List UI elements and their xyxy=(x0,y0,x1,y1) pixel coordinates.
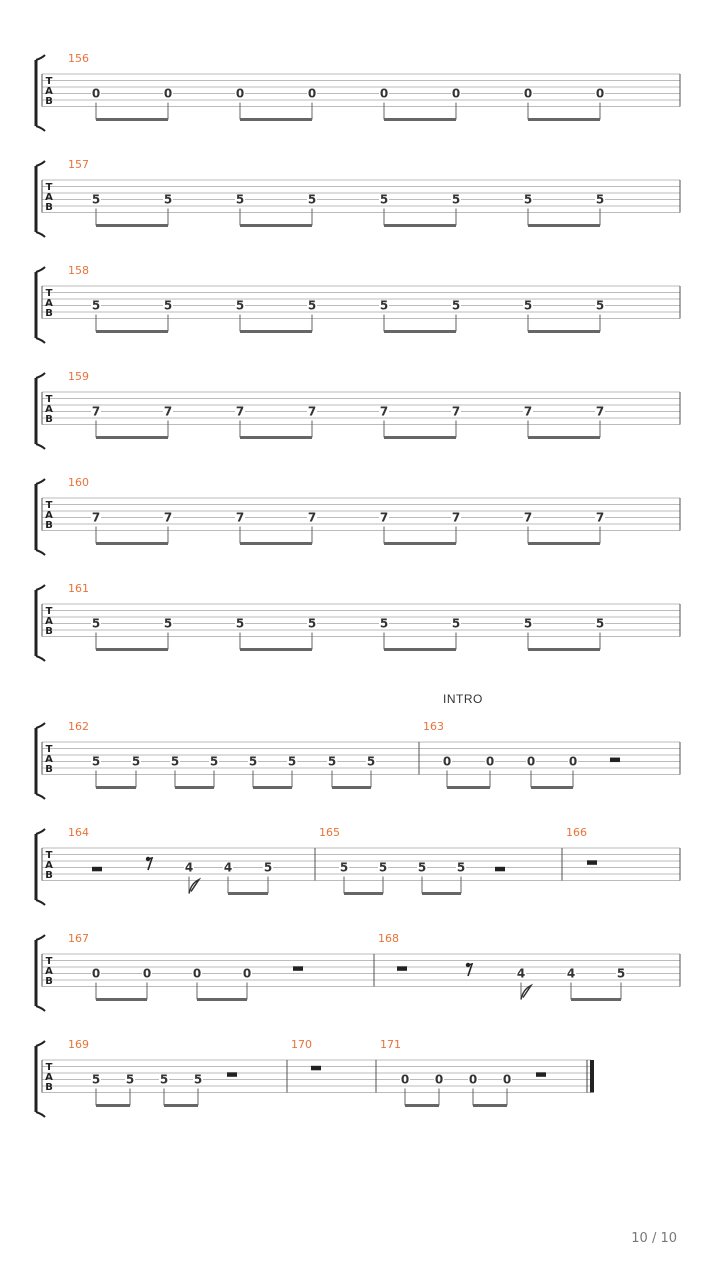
fret-number: 5 xyxy=(91,298,101,313)
fret-number: 5 xyxy=(523,616,533,631)
tab-system xyxy=(36,582,680,661)
bracket-bottom-hook xyxy=(36,550,45,555)
bracket-top-hook xyxy=(36,723,45,728)
page-indicator: 10 / 10 xyxy=(631,1231,677,1246)
fret-number: 5 xyxy=(417,860,427,875)
measure-number: 156 xyxy=(68,52,89,65)
measure-number: 159 xyxy=(68,370,89,383)
half-rest xyxy=(293,966,303,971)
fret-number: 0 xyxy=(142,966,152,981)
tab-clef-letter-t: T xyxy=(45,606,53,617)
fret-number: 5 xyxy=(307,616,317,631)
measure-number: 166 xyxy=(566,826,587,839)
tab-clef-letter-a: A xyxy=(45,616,53,627)
fret-number: 5 xyxy=(163,192,173,207)
bracket-bottom-hook xyxy=(36,1112,45,1117)
bracket-top-hook xyxy=(36,1041,45,1046)
tab-clef-letter-a: A xyxy=(45,860,53,871)
fret-number: 5 xyxy=(91,1072,101,1087)
eighth-rest xyxy=(146,857,152,870)
fret-number: 0 xyxy=(502,1072,512,1087)
tab-system xyxy=(36,476,680,555)
tab-clef-letter-b: B xyxy=(45,414,53,425)
eighth-flag xyxy=(189,880,199,894)
fret-number: 5 xyxy=(163,616,173,631)
fret-number: 5 xyxy=(595,616,605,631)
fret-number: 7 xyxy=(379,510,389,525)
fret-number: 5 xyxy=(379,192,389,207)
bracket-bottom-hook xyxy=(36,656,45,661)
tab-clef-letter-a: A xyxy=(45,298,53,309)
fret-number: 5 xyxy=(91,616,101,631)
fret-number: 5 xyxy=(159,1072,169,1087)
bracket-bottom-hook xyxy=(36,794,45,799)
measure-number: 168 xyxy=(378,932,399,945)
fret-number: 0 xyxy=(595,86,605,101)
fret-number: 5 xyxy=(193,1072,203,1087)
fret-number: 5 xyxy=(616,966,626,981)
eighth-rest xyxy=(466,963,472,976)
fret-number: 7 xyxy=(451,510,461,525)
half-rest xyxy=(495,867,505,872)
measure-number: 170 xyxy=(291,1038,312,1051)
tab-clef-letter-a: A xyxy=(45,404,53,415)
fret-number: 5 xyxy=(327,754,337,769)
bracket-top-hook xyxy=(36,373,45,378)
fret-number: 0 xyxy=(400,1072,410,1087)
measure-number: 163 xyxy=(423,720,444,733)
fret-number: 5 xyxy=(595,192,605,207)
fret-number: 4 xyxy=(566,966,576,981)
fret-number: 7 xyxy=(595,510,605,525)
fret-number: 5 xyxy=(451,298,461,313)
fret-number: 0 xyxy=(468,1072,478,1087)
half-rest xyxy=(610,758,620,763)
fret-number: 5 xyxy=(379,616,389,631)
bracket-bottom-hook xyxy=(36,444,45,449)
fret-number: 4 xyxy=(516,966,526,981)
bracket-top-hook xyxy=(36,267,45,272)
fret-number: 0 xyxy=(526,754,536,769)
fret-number: 0 xyxy=(235,86,245,101)
fret-number: 7 xyxy=(163,510,173,525)
fret-number: 7 xyxy=(307,404,317,419)
fret-number: 7 xyxy=(379,404,389,419)
tab-clef-letter-a: A xyxy=(45,510,53,521)
fret-number: 7 xyxy=(595,404,605,419)
tab-system xyxy=(36,932,680,1011)
bracket-bottom-hook xyxy=(36,1006,45,1011)
half-rest xyxy=(92,867,102,872)
bracket-bottom-hook xyxy=(36,900,45,905)
fret-number: 0 xyxy=(379,86,389,101)
measure-number: 171 xyxy=(380,1038,401,1051)
measure-number: 161 xyxy=(68,582,89,595)
fret-number: 5 xyxy=(235,616,245,631)
half-rest xyxy=(227,1072,237,1077)
tab-clef-letter-t: T xyxy=(45,76,53,87)
fret-number: 5 xyxy=(378,860,388,875)
fret-number: 5 xyxy=(339,860,349,875)
half-rest xyxy=(587,860,597,865)
fret-number: 0 xyxy=(242,966,252,981)
measure-number: 165 xyxy=(319,826,340,839)
tab-clef-letter-b: B xyxy=(45,1082,53,1093)
bracket-top-hook xyxy=(36,479,45,484)
fret-number: 7 xyxy=(451,404,461,419)
tab-clef-letter-t: T xyxy=(45,744,53,755)
fret-number: 0 xyxy=(451,86,461,101)
bracket-top-hook xyxy=(36,585,45,590)
tab-system xyxy=(36,1038,592,1117)
measure-number: 160 xyxy=(68,476,89,489)
fret-number: 5 xyxy=(209,754,219,769)
fret-number: 7 xyxy=(91,404,101,419)
measure-number: 158 xyxy=(68,264,89,277)
tab-clef-letter-b: B xyxy=(45,308,53,319)
section-label-intro: INTRO xyxy=(443,692,483,706)
tab-clef-letter-b: B xyxy=(45,202,53,213)
half-rest xyxy=(536,1072,546,1077)
fret-number: 5 xyxy=(248,754,258,769)
tab-clef-letter-t: T xyxy=(45,394,53,405)
tab-clef-letter-b: B xyxy=(45,626,53,637)
bracket-bottom-hook xyxy=(36,338,45,343)
fret-number: 5 xyxy=(451,192,461,207)
fret-number: 7 xyxy=(523,510,533,525)
tab-clef-letter-a: A xyxy=(45,86,53,97)
half-rest xyxy=(397,966,407,971)
fret-number: 5 xyxy=(366,754,376,769)
tab-clef-letter-b: B xyxy=(45,976,53,987)
fret-number: 5 xyxy=(235,298,245,313)
fret-number: 0 xyxy=(91,966,101,981)
tab-system xyxy=(36,52,680,131)
fret-number: 0 xyxy=(485,754,495,769)
tab-clef-letter-a: A xyxy=(45,754,53,765)
tab-clef-letter-t: T xyxy=(45,850,53,861)
fret-number: 5 xyxy=(91,754,101,769)
fret-number: 4 xyxy=(184,860,194,875)
fret-number: 5 xyxy=(456,860,466,875)
bracket-bottom-hook xyxy=(36,126,45,131)
tab-clef-letter-t: T xyxy=(45,1062,53,1073)
fret-number: 5 xyxy=(91,192,101,207)
fret-number: 5 xyxy=(451,616,461,631)
fret-number: 4 xyxy=(223,860,233,875)
fret-number: 0 xyxy=(163,86,173,101)
fret-number: 7 xyxy=(235,404,245,419)
measure-number: 167 xyxy=(68,932,89,945)
bracket-top-hook xyxy=(36,935,45,940)
half-rest xyxy=(311,1066,321,1071)
bracket-top-hook xyxy=(36,55,45,60)
fret-number: 5 xyxy=(523,192,533,207)
tab-clef-letter-t: T xyxy=(45,182,53,193)
bracket-bottom-hook xyxy=(36,232,45,237)
tab-system xyxy=(36,158,680,237)
fret-number: 5 xyxy=(287,754,297,769)
fret-number: 5 xyxy=(263,860,273,875)
fret-number: 0 xyxy=(442,754,452,769)
fret-number: 5 xyxy=(379,298,389,313)
measure-number: 164 xyxy=(68,826,89,839)
fret-number: 5 xyxy=(125,1072,135,1087)
tab-clef-letter-b: B xyxy=(45,870,53,881)
fret-number: 7 xyxy=(163,404,173,419)
fret-number: 5 xyxy=(170,754,180,769)
fret-number: 0 xyxy=(192,966,202,981)
fret-number: 5 xyxy=(131,754,141,769)
tab-clef-letter-b: B xyxy=(45,520,53,531)
fret-number: 0 xyxy=(568,754,578,769)
fret-number: 5 xyxy=(595,298,605,313)
eighth-flag xyxy=(521,986,531,1000)
fret-number: 5 xyxy=(307,192,317,207)
measure-number: 162 xyxy=(68,720,89,733)
tab-system xyxy=(36,720,680,799)
tab-clef-letter-a: A xyxy=(45,1072,53,1083)
fret-number: 7 xyxy=(91,510,101,525)
fret-number: 5 xyxy=(307,298,317,313)
bracket-top-hook xyxy=(36,829,45,834)
tab-clef-letter-b: B xyxy=(45,96,53,107)
measure-number: 157 xyxy=(68,158,89,171)
fret-number: 7 xyxy=(523,404,533,419)
tab-clef-letter-b: B xyxy=(45,764,53,775)
fret-number: 5 xyxy=(523,298,533,313)
fret-number: 5 xyxy=(235,192,245,207)
tab-clef-letter-t: T xyxy=(45,288,53,299)
fret-number: 0 xyxy=(523,86,533,101)
tab-system xyxy=(36,370,680,449)
measure-number: 169 xyxy=(68,1038,89,1051)
tab-clef-letter-t: T xyxy=(45,956,53,967)
fret-number: 0 xyxy=(307,86,317,101)
fret-number: 5 xyxy=(163,298,173,313)
tab-system xyxy=(36,826,680,905)
tab-clef-letter-a: A xyxy=(45,966,53,977)
tab-clef-letter-t: T xyxy=(45,500,53,511)
tab-clef-letter-a: A xyxy=(45,192,53,203)
fret-number: 0 xyxy=(91,86,101,101)
tab-system xyxy=(36,264,680,343)
fret-number: 0 xyxy=(434,1072,444,1087)
fret-number: 7 xyxy=(307,510,317,525)
bracket-top-hook xyxy=(36,161,45,166)
fret-number: 7 xyxy=(235,510,245,525)
